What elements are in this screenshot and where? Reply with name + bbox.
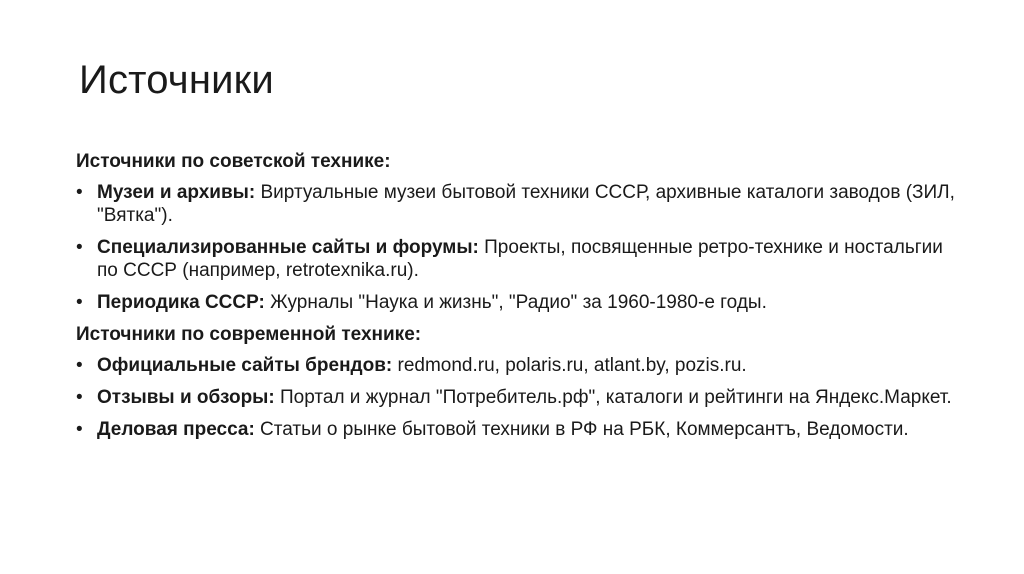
item-label: Периодика СССР: xyxy=(97,292,265,313)
item-text: Статьи о рынке бытовой техники в РФ на РБК, Коммерсантъ, Ведомости. xyxy=(254,419,909,440)
item-text: Портал и журнал "Потребитель.рф", каталоги и рейтинги на Яндекс.Маркет. xyxy=(274,387,952,408)
item-label: Музеи и архивы: xyxy=(97,182,256,203)
item-label: Официальные сайты брендов: xyxy=(97,355,393,376)
item-text: Виртуальные музеи бытовой техники СССР, архивные каталоги заводов (ЗИЛ, "Вятка"). xyxy=(97,182,955,226)
list-item xyxy=(76,354,956,377)
bullet-icon: • xyxy=(76,237,83,258)
bullet-icon: • xyxy=(76,387,83,408)
bullet-list-soviet xyxy=(76,181,956,314)
item-label: Деловая пресса: xyxy=(97,419,255,440)
list-item xyxy=(76,236,956,282)
bullet-icon: • xyxy=(76,292,83,313)
slide-title: Источники xyxy=(79,58,274,102)
item-label: Отзывы и обзоры: xyxy=(97,387,275,408)
list-item xyxy=(76,386,956,409)
list-item xyxy=(76,418,956,441)
slide-content xyxy=(76,150,956,450)
list-item xyxy=(76,181,956,227)
bullet-icon: • xyxy=(76,355,83,376)
bullet-icon: • xyxy=(76,419,83,440)
item-text: Журналы "Наука и жизнь", "Радио" за 1960-1980-е годы. xyxy=(264,292,767,313)
item-text: redmond.ru, polaris.ru, atlant.by, pozis.ru. xyxy=(392,355,747,376)
section-heading-modern: Источники по современной технике: xyxy=(76,324,422,345)
section-heading-soviet: Источники по советской технике: xyxy=(76,151,391,172)
item-text: Проекты, посвященные ретро-технике и ностальгии по СССР (например, retrotexnika.ru). xyxy=(97,237,943,281)
list-item xyxy=(76,291,956,314)
bullet-icon: • xyxy=(76,182,83,203)
item-label: Специализированные сайты и форумы: xyxy=(97,237,479,258)
bullet-list-modern xyxy=(76,354,956,441)
